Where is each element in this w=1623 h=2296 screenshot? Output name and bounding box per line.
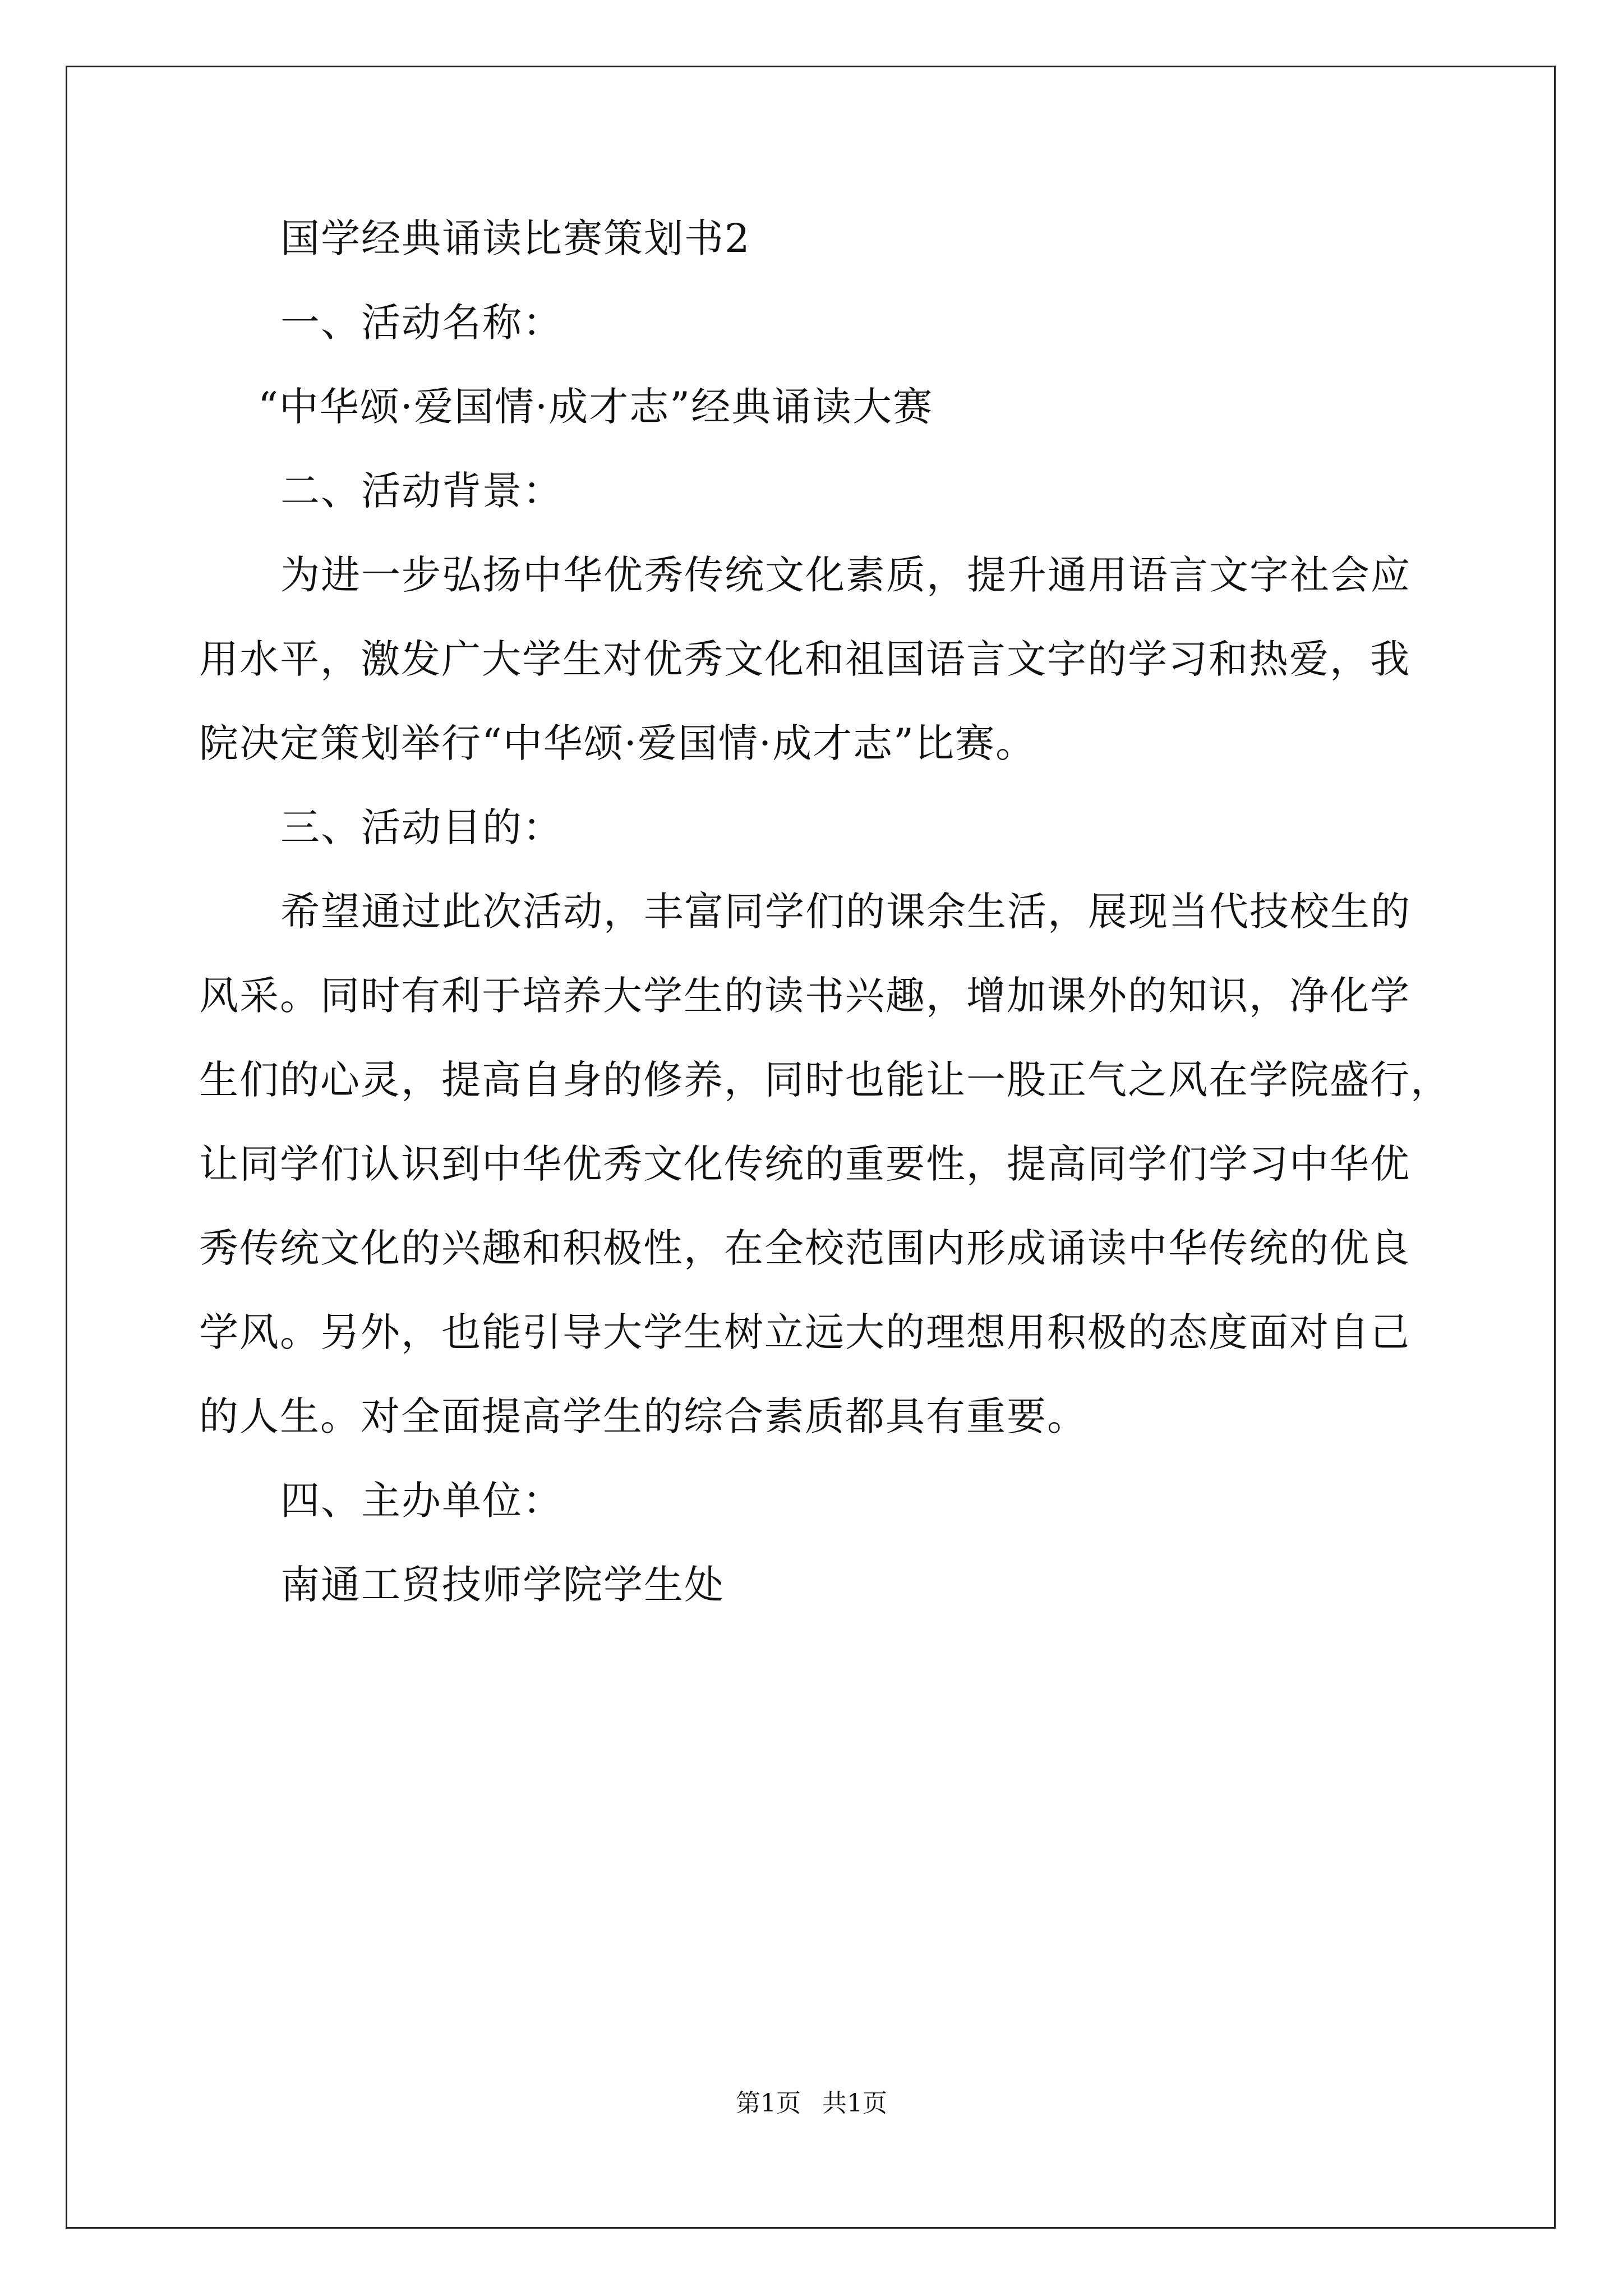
paragraph-line: 风采。同时有利于培养大学生的读书兴趣，增加课外的知识，净化学 <box>199 973 1410 1019</box>
paragraph-line: 让同学们认识到中华优秀文化传统的重要性，提高同学们学习中华优 <box>199 1141 1410 1187</box>
paragraph-line: 的人生。对全面提高学生的综合素质都具有重要。 <box>199 1393 1087 1439</box>
organizer-text: 南通工贸技师学院学生处 <box>280 1562 725 1608</box>
section-heading-activity-name: 一、活动名称： <box>280 300 563 346</box>
section-heading-purpose: 三、活动目的： <box>280 804 563 850</box>
paragraph-line: 用水平，激发广大学生对优秀文化和祖国语言文字的学习和热爱，我 <box>199 636 1410 682</box>
paragraph-line: 秀传统文化的兴趣和积极性，在全校范围内形成诵读中华传统的优良 <box>199 1225 1410 1271</box>
paragraph-line: 希望通过此次活动，丰富同学们的课余生活，展现当代技校生的 <box>280 889 1411 935</box>
paragraph-line: 为进一步弘扬中华优秀传统文化素质，提升通用语言文字社会应 <box>280 552 1411 598</box>
activity-name-text: “中华颂·爱国情·成才志”经典诵读大赛 <box>258 384 934 430</box>
section-heading-background: 二、活动背景： <box>280 468 563 514</box>
page-footer <box>0 2087 1623 2120</box>
paragraph-line: 生们的心灵，提高自身的修养，同时也能让一股正气之风在学院盛行， <box>199 1057 1451 1103</box>
document-title: 国学经典诵读比赛策划书2 <box>280 215 751 261</box>
paragraph-line: 院决定策划举行“中华颂·爱国情·成才志”比赛。 <box>199 720 1036 766</box>
paragraph-line: 学风。另外，也能引导大学生树立远大的理想用积极的态度面对自己 <box>199 1309 1410 1355</box>
section-heading-organizer: 四、主办单位： <box>280 1478 563 1524</box>
page-number-total: 共1页 <box>822 2089 887 2118</box>
page-number-current: 第1页 <box>736 2089 801 2118</box>
